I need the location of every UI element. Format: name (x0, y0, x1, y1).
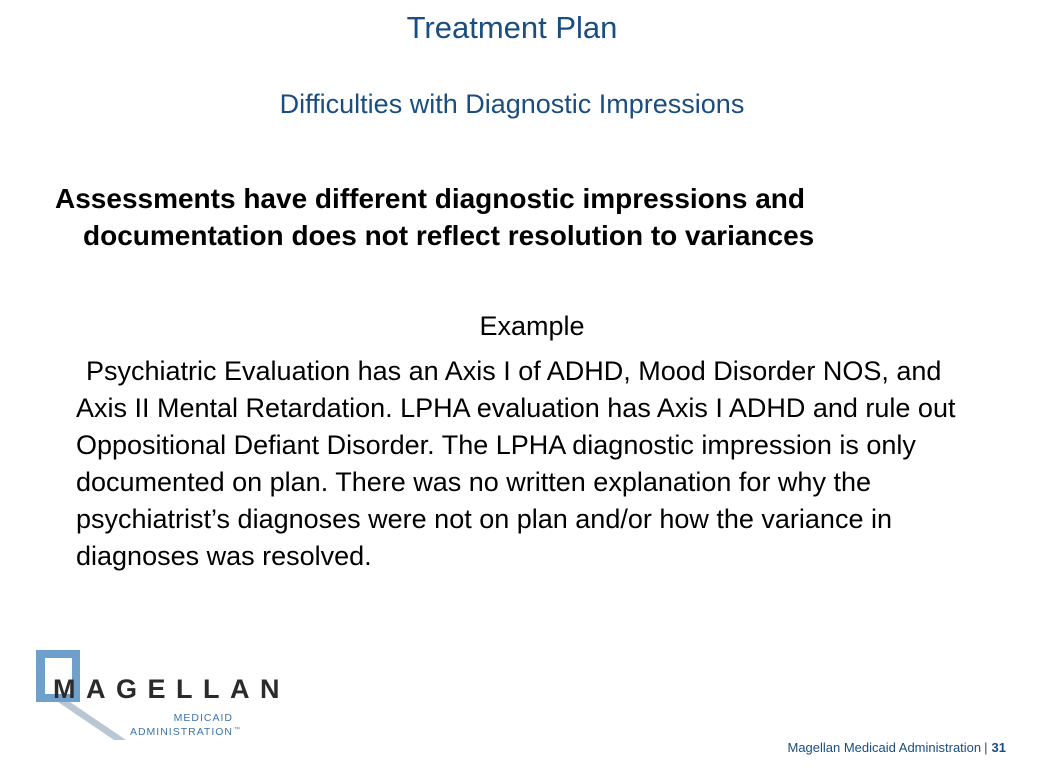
slide-title: Treatment Plan (406, 10, 618, 45)
slide-subtitle: Difficulties with Diagnostic Impressions (279, 89, 745, 119)
footer (787, 739, 1006, 757)
logo-subtext-medicaid: MEDICAID (173, 712, 233, 724)
page-number: 31 (991, 740, 1006, 755)
footer-separator: | (984, 740, 988, 755)
logo-wordmark: MAGELLAN (53, 674, 290, 704)
main-heading: Assessments have different diagnostic impressions and documentation does not reflect resolution to variances (55, 183, 815, 251)
magellan-logo (34, 648, 290, 748)
magellan-logo-graphic (34, 648, 290, 748)
logo-trademark: ™ (234, 727, 240, 733)
logo-shadow-shape (58, 702, 126, 740)
logo-subtext-administration: ADMINISTRATION (129, 726, 233, 738)
example-label: Example (479, 311, 585, 341)
footer-org-name: Magellan Medicaid Administration (787, 740, 982, 755)
example-body-text: Psychiatric Evaluation has an Axis I of ADHD, Mood Disorder NOS, and Axis II Mental Retardation. LPHA evaluation has Axis I ADHD and rule out Oppositional Defiant Disorder. The LPHA diagnostic impression is only documented on plan. There was no written explanation for why the psychiatrist’s diagnoses were not on plan and/or how the variance in diagnoses was resolved. (76, 356, 956, 571)
